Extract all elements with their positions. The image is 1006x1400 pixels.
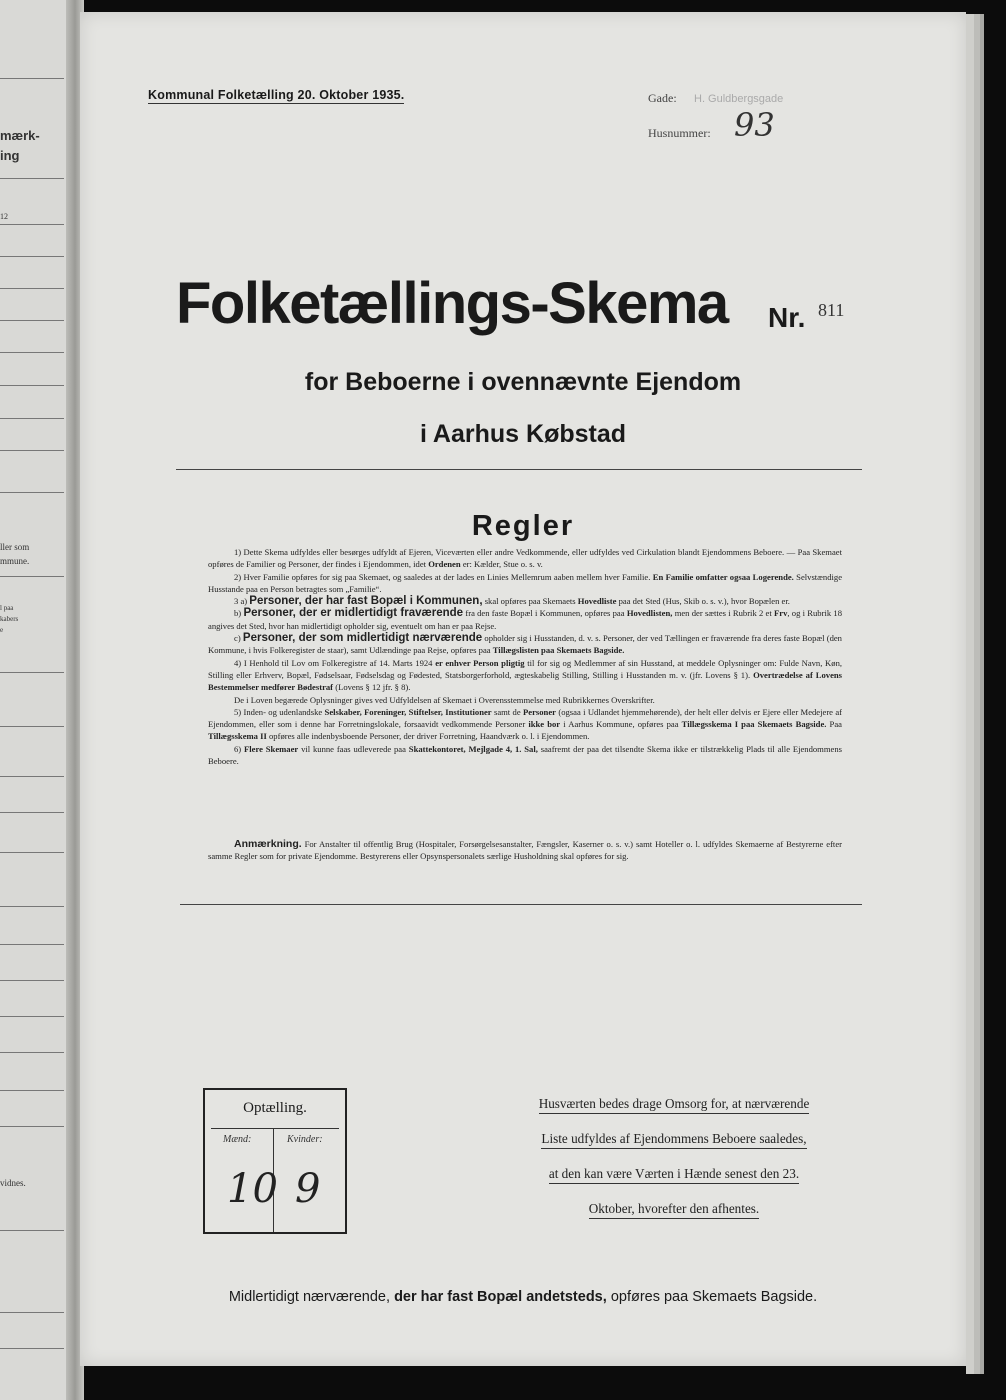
left-page-rule bbox=[0, 1126, 64, 1127]
left-page-text: e bbox=[0, 626, 4, 634]
left-page-rule bbox=[0, 256, 64, 257]
rule-1: 1) Dette Skema udfyldes eller besørges udfyldt af Ejeren, Viceværten eller andre Vedkommende, eller udfyldes ved Cirkulation blandt Ejendommens Beboere. — Paa Skemaet opføres de Familier og Personer, der findes i Ejendommen, idet Ordenen er: Kælder, Stue o. s. v. bbox=[208, 547, 842, 570]
left-page-rule bbox=[0, 672, 64, 673]
left-page-rule bbox=[0, 1090, 64, 1091]
rule-2: 2) Hver Familie opføres for sig paa Skemaet, og saaledes at der lades en Linies Mellemrum aaben mellem hver Familie. En Familie omfatter ogsaa Logerende. Selvstændige Husstande paa en Person betragtes som „Familie“. bbox=[208, 571, 843, 594]
rule-4: 4) I Henhold til Lov om Folkeregistre af 14. Marts 1924 er enhver Person pligtig til for sig og Medlemmer af sin Husstand, at meddele Oplysninger om: Fulde Navn, Køn, Stilling eller Erhverv, Bopæl, Fødselsaar, Fødselsdag og Fødested, Statsborgerforhold, ægteskabelig Stilling, Stilling i Husstanden m. v. (jfr. Lovens § 1). Overtrædelse af Lovens Bestemmelser medfører Bødestraf (Lovens § 12 jfr. § 8). bbox=[208, 657, 843, 693]
count-box bbox=[203, 1088, 347, 1234]
rule-3c: c) Personer, der som midlertidigt nærværende opholder sig i Husstanden, d. v. s. Personer, der ved Tællingen er fraværende fra deres faste Bopæl (den Kommune, i hvis Folkeregister de staar), samt Udlændinge paa Rejse, opføres paa Tillægslisten paa Skemaets Bagside. bbox=[208, 632, 842, 656]
left-page-text: mærk- bbox=[0, 128, 40, 143]
left-page-rule bbox=[0, 776, 64, 777]
left-page-text: l paa bbox=[0, 604, 14, 612]
left-page-rule bbox=[0, 812, 64, 813]
section-divider bbox=[176, 469, 862, 470]
house-number-label: Husnummer: bbox=[648, 126, 711, 140]
left-page-rule bbox=[0, 418, 64, 419]
left-page-text: ing bbox=[0, 148, 20, 163]
left-page-rule bbox=[0, 1052, 64, 1053]
left-page-rule bbox=[0, 1312, 64, 1313]
notice-line: at den kan være Værten i Hænde senest den 23. bbox=[508, 1166, 840, 1182]
count-box-divider bbox=[211, 1128, 339, 1129]
left-page-rule bbox=[0, 1016, 64, 1017]
remark-paragraph bbox=[208, 838, 842, 863]
notice-line: Husværten bedes drage Omsorg for, at nærværende bbox=[508, 1096, 840, 1112]
left-page-rule bbox=[0, 288, 64, 289]
notice-line: Oktober, hvorefter den afhentes. bbox=[508, 1201, 840, 1217]
notice-line: Liste udfyldes af Ejendommens Beboere saaledes, bbox=[508, 1131, 840, 1147]
left-page-rule bbox=[0, 224, 64, 225]
left-page-rule bbox=[0, 320, 64, 321]
street-value: H. Guldbergsgade bbox=[694, 93, 784, 105]
page-stack-edge bbox=[966, 14, 974, 1374]
census-header: Kommunal Folketælling 20. Oktober 1935. bbox=[148, 88, 405, 102]
rule-3b: b) Personer, der er midlertidigt fraværende fra den faste Bopæl i Kommunen, opføres paa Hovedlisten, men der sættes i Rubrik 2 et Frv, og i Rubrik 18 angives det Sted, hvor han midlertidigt opholder sig, eventuelt om han er paa Rejse. bbox=[208, 607, 843, 631]
rule-5: 5) Inden- og udenlandske Selskaber, Foreninger, Stiftelser, Institutioner samt de Personer (ogsaa i Udlandet hjemmehørende), der helt eller delvis er Ejere eller Medejere af Ejendommen, eller som i denne har Forretningslokale, forsaavidt vedkommende Personer ikke bor i Aarhus Kommune, opføres paa Tillægsskema I paa Skemaets Bagside. Paa Tillægsskema II opføres alle indenbysboende Personer, der driver Forretning, Haandværk o. l. i Ejendommen. bbox=[208, 706, 843, 742]
left-page-rule bbox=[0, 1348, 64, 1349]
men-count: 10 bbox=[227, 1166, 278, 1212]
left-page-rule bbox=[0, 78, 64, 79]
left-page-text: ller som bbox=[0, 542, 30, 552]
form-number-value: 811 bbox=[818, 300, 845, 320]
left-page-rule bbox=[0, 576, 64, 577]
rules-heading: Regler bbox=[471, 510, 575, 542]
left-page-text: vidnes. bbox=[0, 1178, 26, 1188]
left-page-text: mmune. bbox=[0, 556, 30, 566]
house-number-value: 93 bbox=[734, 106, 775, 144]
left-page-rule bbox=[0, 450, 64, 451]
left-page-rule bbox=[0, 726, 64, 727]
left-page-rule bbox=[0, 492, 64, 493]
women-label: Kvinder: bbox=[287, 1134, 323, 1145]
count-box-title: Optælling. bbox=[243, 1100, 307, 1116]
census-form-page bbox=[80, 12, 966, 1366]
left-page-rule bbox=[0, 352, 64, 353]
form-title: Folketællings-Skema bbox=[176, 271, 728, 336]
men-label: Mænd: bbox=[223, 1134, 252, 1145]
left-page-rule bbox=[0, 980, 64, 981]
women-count: 9 bbox=[295, 1166, 321, 1212]
left-page-text: kabers bbox=[0, 615, 19, 623]
footer-note: Midlertidigt nærværende, der har fast Bopæl andetsteds, opføres paa Skemaets Bagside. bbox=[228, 1289, 818, 1305]
rules-body bbox=[208, 546, 842, 767]
left-page-rule bbox=[0, 385, 64, 386]
rule-4-extra: De i Loven begærede Oplysninger gives ved Udfyldelsen af Skemaet i Overensstemmelse med Rubrikkernes Overskrifter. bbox=[234, 694, 655, 705]
page-stack-edge bbox=[980, 14, 984, 1374]
section-divider bbox=[180, 904, 862, 905]
remark-text: For Anstalter til offentlig Brug (Hospitaler, Forsørgelsesanstalter, Fængsler, Kaserner o. s. v.) samt Hoteller o. l. udfyldes Skemaerne af Bestyrerne efter samme Regler som for private Ejendomme. Bestyrerens eller Opsynspersonalets særlige Husholdning skal opføres for sig. bbox=[208, 839, 842, 862]
left-page-rule bbox=[0, 1230, 64, 1231]
street-label: Gade: bbox=[648, 91, 677, 105]
left-page-rule bbox=[0, 852, 64, 853]
form-subtitle-city: i Aarhus Købstad bbox=[419, 420, 627, 448]
left-page-rule bbox=[0, 906, 64, 907]
rule-3a: 3 a) Personer, der har fast Bopæl i Kommunen, skal opføres paa Skemaets Hovedliste paa det Sted (Hus, Skib o. s. v.), hvor Bopælen er. bbox=[234, 595, 790, 608]
left-page-rule bbox=[0, 178, 64, 179]
form-subtitle: for Beboerne i ovennævnte Ejendom bbox=[304, 368, 742, 396]
form-number-label: Nr. bbox=[768, 302, 806, 333]
left-page-rule bbox=[0, 944, 64, 945]
remark-label: Anmærkning. bbox=[234, 838, 302, 850]
rule-6: 6) Flere Skemaer vil kunne faas udleverede paa Skattekontoret, Mejlgade 4, 1. Sal, saafremt der paa det tilsendte Skema ikke er tilstrækkelig Plads til alle Ejendommens Beboere. bbox=[208, 743, 843, 767]
left-page-text: 12 bbox=[0, 212, 8, 221]
